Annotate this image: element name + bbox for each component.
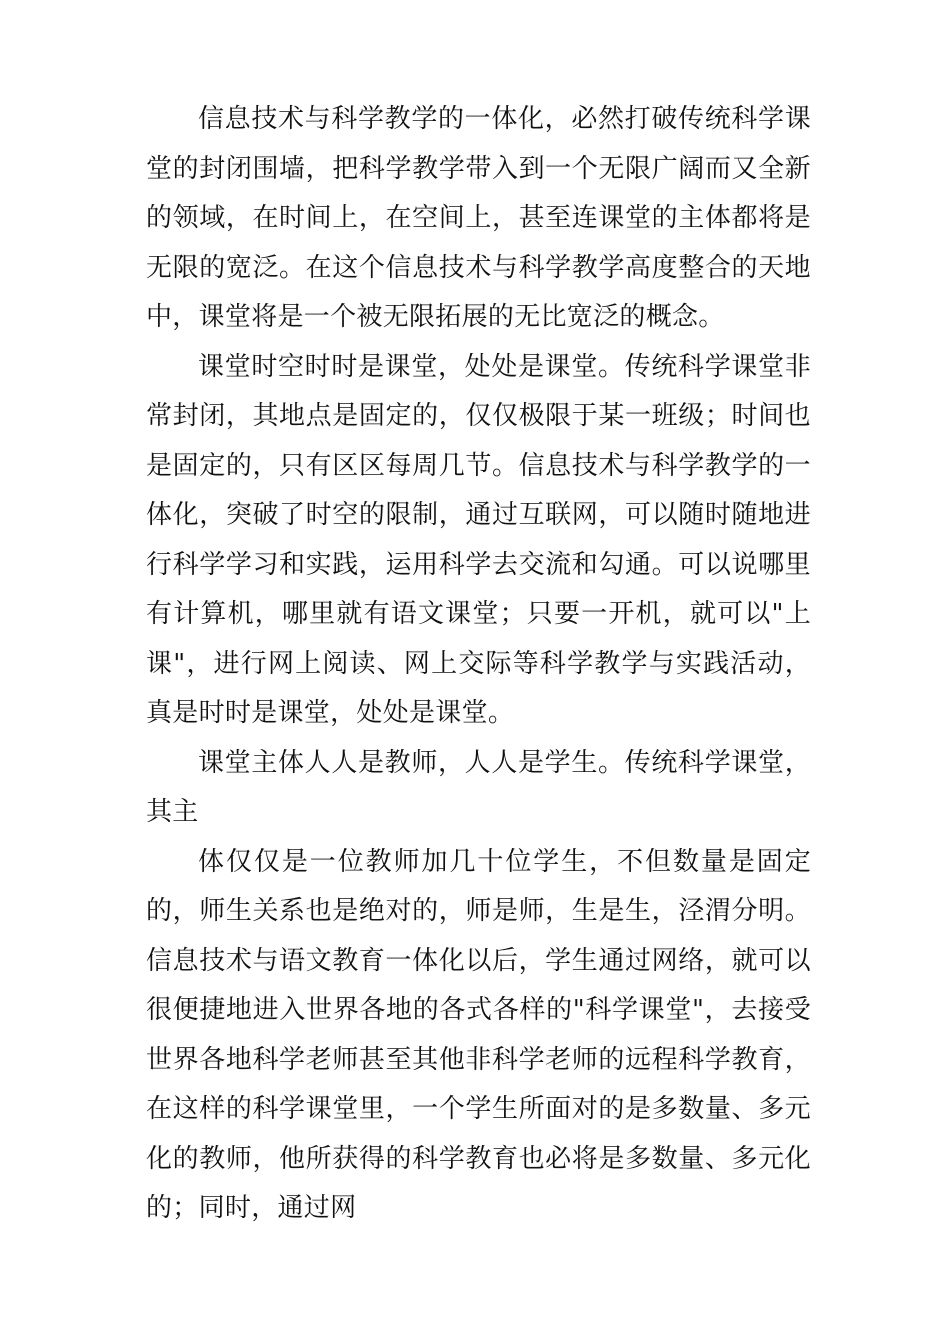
paragraph-4: 体仅仅是一位教师加几十位学生，不但数量是固定的，师生关系也是绝对的，师是师，生是生，泾渭分明。信息技术与语文教育一体化以后，学生通过网络，就可以很便捷地进入世界各地的各式各样的"科学课堂"，去接受世界各地科学老师甚至其他非科学老师的远程科学教育，在这样的科学课堂里，一个学生所面对的是多数量、多元化的教师，他所获得的科学教育也必将是多数量、多元化的；同时，通过网 bbox=[146, 846, 811, 1223]
paragraph-3: 课堂主体人人是教师，人人是学生。传统科学课堂，其主 bbox=[146, 747, 811, 827]
paragraph-1: 信息技术与科学教学的一体化，必然打破传统科学课堂的封闭围墙，把科学教学带入到一个无限广阔而又全新的领域，在时间上，在空间上，甚至连课堂的主体都将是无限的宽泛。在这个信息技术与科学教学高度整合的天地中，课堂将是一个被无限拓展的无比宽泛的概念。 bbox=[146, 104, 811, 332]
paragraph-2: 课堂时空时时是课堂，处处是课堂。传统科学课堂非常封闭，其地点是固定的，仅仅极限于某一班级；时间也是固定的，只有区区每周几节。信息技术与科学教学的一体化，突破了时空的限制，通过互联网，可以随时随地进行科学学习和实践，运用科学去交流和勾通。可以说哪里有计算机，哪里就有语文课堂；只要一开机，就可以"上课"，进行网上阅读、网上交际等科学教学与实践活动，真是时时是课堂，处处是课堂。 bbox=[146, 351, 811, 728]
body-text bbox=[146, 95, 811, 1234]
